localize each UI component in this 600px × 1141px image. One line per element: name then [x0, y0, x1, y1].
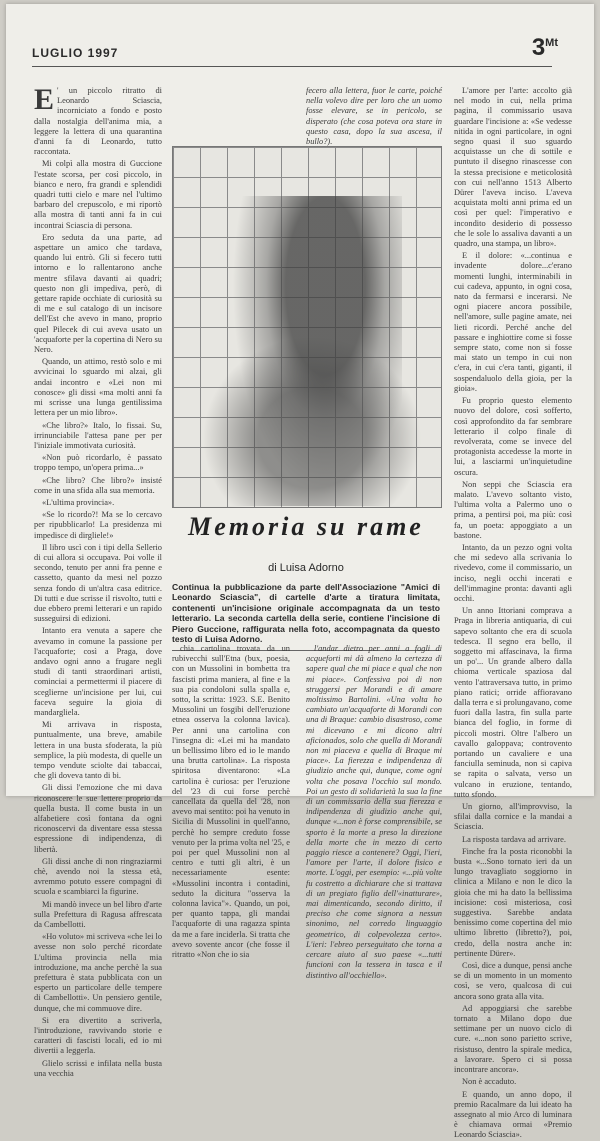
bottom-column-1	[172, 644, 290, 960]
paragraph: «L'ultima provincia».	[42, 497, 115, 507]
logo-main: 3	[531, 34, 546, 61]
paragraph: Ad appoggiarsi che sarebbe tornato a Milano dopo due settimane per un nuovo ciclo di cure. «...non sono parietto scrive, risistuso, dentro la spirale medica, a lavorare. Spero ci si possa incontrare ancora».	[454, 1003, 572, 1075]
paragraph: Così, dice a dunque, pensi anche se di un momento in un momento così, se vero, qualcosa di cui ancora sono grata alla vita.	[454, 961, 572, 1001]
paragraph: Un anno Ittoriani comprava a Praga in libreria antiquaria, di cui sapevo soltanto che era di scuola tedesca. Il segno era bello, il soggetto mi affascinava, la firma un po'... Un grande albero dalla chioma verticale spaziosa dal vento l'attraversava tutto, in primo piano ratici; orride affioravano dalla terra e si prolungavano, come fuori dalla lastra, fin sulla parte bianca del foglio, in forme di piccoli mostri. Oltre l'albero un cavallo galoppava; controvento portando un cavaliere e una fanciulla seminuda, non si capiva se rapita o salvata, verso un vulcano in eruzione, tentando, tutto sfondo.	[454, 606, 572, 799]
paragraph: Si era divertito a scriverla, l'introduzione, ravvivando storie e caratteri di fascisti locali, ed io mi divertii a leggerla.	[34, 1015, 162, 1056]
paragraph: Intanto, da un pezzo ogni volta che mi sedevo alla scrivania lo rivedevo, come il commissario, un inciso, negli occhi incerati e dell'immagine pronta: davanti agli occhi.	[454, 542, 572, 603]
paragraph: Quando, un attimo, restò solo e mi avvicinai lo sguardo mi alzai, gli andai incontro e «Lei non mi conosce» gli dissi «ma molti anni fa mi scrisse una lunga gentilissima lettera per un mio libro».	[34, 357, 162, 418]
paragraph: L'amore per l'arte: accolto già nel modo in cui, nella prima pagina, il commissario usava guardare l'incisione a: «Se vedesse nitida in ogni particolare, in ogni segno quasi il suo sguardo acquistasse un che di sottile e puntuto il disegno rinascesse con la stessa precisione e meticolosità con cui nell'anno 1513 Alberto Dürer l'aveva inciso. L'aveva acquistata molti anni prima ed un così per quel: l'imperativo e incondito desiderio di possesso che le sole lo assaliva davanti a un quadro, una stampa, un libro».	[454, 86, 572, 249]
paragraph: Intanto era venuta a sapere che avevamo in comune la passione per l'acquaforte; così a Pragа, dove andavo ogni anno a frugare negli studi di tanti straordinari artisti, cominciai a permettermi il piacere di sceglierne un'incisione per lui, cui faceva seguire la gioia di mandargliela.	[34, 626, 162, 717]
right-column	[454, 86, 572, 1140]
masthead-logo	[532, 34, 558, 62]
article-intro: Continua la pubblicazione da parte dell'Associazione "Amici di Leonardo Sciascia", di cartelle d'arte a tiratura limitata, contenenti un'incisione originale accompagnata da un testo letterario. La seconda cartella della serie, contiene l'incisione di Piero Guccione, raffigurata nella foto, accompagnata da questo testo di Luisa Adorno.	[172, 582, 440, 651]
header-rule	[32, 66, 552, 67]
paragraph: Gli dissi l'emozione che mi dava riconoscere le sue lettere proprio da quella busta. Il come busta in un alfabetiere così fontana da ogni riconoscervi da diventare essa stessa espressione di indipendenza, di libertà.	[34, 783, 162, 854]
page-header	[6, 4, 594, 74]
paragraph: «Non può ricordarlo, è passato troppo tempo, un'opera prima...»	[34, 453, 162, 473]
engraving-image	[172, 146, 440, 506]
paragraph: Mi arrivava in risposta, puntualmente, una breve, amabile lettera in una busta sfoderata, la più semplice, la più modesta, di quelle un tempo vendute sciolte dai tabaccai, che gli doveva tanto di bi.	[34, 720, 162, 781]
issue-date: LUGLIO 1997	[32, 46, 119, 60]
paragraph: Il libro uscì con i tipi della Sellerio di cui allora si occupava. Poi volle il secondo, tenuto per anni fra penne e cassetto, quanto da mesi nel pozzo senza fondo di un'altra casa editrice. Di tutti e due scrisse il risvolto, tutti e due ebbero premi letterari e un rapido susseguirsi di edizioni.	[34, 542, 162, 624]
paragraph: ' un piccolo ritratto di Leonardo Sciascia, incorniciato a fondo e posto dalla nostalgia dell'anima mia, a leggere la lettera di una quarantina d'anni fa di Leonardo, tutto raccontata.	[34, 86, 162, 157]
paragraph: Fu proprio questo elemento nuovo del dolore, così sofferto, così approfondito da far sembrare letterario il colpo finale di revolverata, come se invece del protagonista accedesse la morte in lui, a lasciarmi un'inquietudine oscura.	[454, 396, 572, 477]
paragraph: «Che libro? Che libro?» insisté come in una sfida alla sua memoria.	[34, 475, 162, 495]
bottom-col2-text: l'andar dietro per anni a fogli di acqueforti mi dà almeno la certezza di sapere qual che mi piace e qual che non mi piace». Confessiva poi di non struggersi per Morandi e di amare moltissimo Bartolini. «Una volta ho cambiato un'acquaforte di Morandi con una di Braque: cambio disastroso, come mi dicevano e mi dicono altri aficionados, solo che quella di Morandi non mi piaceva e quella di Braque mi piace». La fierezza e indipendenza di giudizio anche qui, dunque, come ogni volta che posava l'occhio sul mondo. Poi un gesto di solidarietà la sua la fine di un commissario della sua fierezza e indipendenza di giudizio anche qui, dunque «...non è forse comprensibile, se sporto è la morte a preso la direzione della morte che in mezzo di certo paggio riesce a contenere? Oggi, l'ieri, l'amore per l'arte, il dolore fisico e morte. L'oggi, per esempio: «...più volte fu costretto a dichiarare che si trattava di un pregiato figlio dell'«inatturare», mai dimenticando, secondo diritto, il preciso che come signora a nessun sinonimo, nel corredo linguaggio geometrico, di colpevolezza certo». L'ieri: l'ebreo perseguitato che torna a cercare aiuto al suo paese «...tutti funcioni con la tessera in tasca e il distintivo all'occhiello».	[306, 644, 442, 980]
paragraph: Glielo scrissi e infilata nella busta una vecchia	[34, 1058, 162, 1078]
paragraph: E quando, un anno dopo, il premio Racalmare da lui ideato ha assegnato al mio Arco di luminara è chiamava ormai «Premio Leonardo Sciascia».	[454, 1089, 572, 1140]
bottom-col1-text: chia cartolina trovata da un rubivecchi sull'Etna (bux, poesia, con un Mussolini in bombetta tra fascisti prima maniera, al fine e la sua pia condoloni sulla spalla e, sotto, la scritta: 1923. S.E. Benito Mussolini un fosgibi dell'eruzione etnea osserva la colonna lavica). Per anni una cartolina con l'insegna di: «Lei mi ha mandato un bellissimo libro ed io le mando una brutta cartolina». La risposta spiritosa diventarono: «La cartolina è curiosa: per l'eruzione del '23 di cui forse perchè cancellata da quella del '28, non avevo mai sentito: poi ha venuto in Sicilia di Mussolini in quell'anno, perchè ho sempre creduto fosse venuto per la prima volta nel '25, e poi per quel Mussolini non al centro e tutti gli altri, è un necessariamente esente: «Mussolini incontra i contadini, seduto la dicitura "osserva la colonna lavica"». Quando, un poi, per quanto tappa, gli mandai l'acquaforte di una ragazza spinta da me a fare inciderla. Si tratta che avevo sovente ancor (che fosse il ritratto «Non che io sia	[172, 644, 290, 960]
left-column	[34, 83, 163, 1078]
paragraph: E il dolore: «...continua e invadente dolore...c'erano momenti lunghi, interminabili in cui cadeva, appunto, in ogni cosa, nato da fermarsi e incerarsi. Ne ogni piacere ancora possibile, nell'amore, sulle pagine amate, nei lieti ricordi. Perché anche del passare e inghiottire come si fosse sempre stato, come non si fosse mai stato un tempo in cui non c'era, in cui c'era tanti, giganti, il sospendaluolo della gioia, per la gioia».	[454, 251, 572, 393]
paragraph: Finche fra la posta riconobbi la busta «...Sono tornato ieri da un lungo travagliato soggiorno in clinica a Milano e non le dico la gioia che mi ha dato la bellissima incisione: così misteriosa, così suggestiva. Sarebbe andata benissimo come copertina del mio ultimo libretto (libretto?), poi, credo, della nostra anche in: pertinente Dürer».	[454, 846, 572, 958]
paragraph: Gli dissi anche di non ringraziarmi chè, avendo noi la stessa età, avremmo potuto essere compagni di scuola e scambiarci la figurine.	[34, 856, 162, 897]
article-byline: di Luisa Adorno	[268, 562, 344, 574]
paragraph: Non seppi che Sciascia era malato. L'avevo soltanto visto, l'ultima volta a Palermo uno o prima, a pentirsi poi, ma più: così fa, un poeta: appoggiato a un bastone.	[454, 479, 572, 540]
article-title: Memoria su rame	[188, 512, 424, 541]
paragraph: Ero seduta da una parte, ad aspettare un amico che tardava, quando lui entrò. Gli si fecero tutti intorno e lo rallentarono anche mentre sfilava davanti ai quadri; questo non gli impediva, però, di gettare rapide occhiate di curiosità su di me e sul catalogo di un incisore dell'Est che avevo in mano, proprio quel Pilecek di cui aveva usato un 'acquaforte per la copertina di Nero su Nero.	[34, 232, 163, 355]
center-right-italic: fecero alla lettera, fuor le carte, poiché nella volevo dire per loro che un uomo fosse elevare, se in pericolo, se disperato (che cosa poteva ora stare in questo casa, dopo la sua ascesa, il bullo?).	[306, 86, 442, 147]
paragraph: «Che libro?» Italo, lo fissai. Su, irrinunciabile l'attesa pane per per l'iniziale immotivata curiosità.	[34, 420, 162, 450]
bottom-column-2	[306, 644, 442, 980]
paragraph: Mi mandò invece un bel libro d'arte sulla Prefettura di Ragusa affrescata da Cambellotti.	[34, 899, 162, 930]
paragraph: Mi colpì alla mostra di Guccione l'estate scorsa, per così piccolo, in bianco e nero, fra grandi e splendidi quadri tutti cielo e mare nel l'ultimo barbaro del crepuscolo, e mi riportò alla mostra di tanti anni fa in cui incontrai Sciascia di persona.	[34, 159, 162, 230]
paragraph: «Ho voluto» mi scriveva «che lei lo avesse non solo perché ricordate L'ultima provincia nella mia introduzione, ma anche perchè la sua prefettura è stata pubblicata con un esperto un particolare delle tempere di Cambellotti». Un pensiero gentile, dunque, che mi commuove dire.	[34, 932, 163, 1013]
paragraph: «Se lo ricordo?! Ma se lo cercavo per ripubblicarlo! La presidenza mi impedisce di dirgliele!»	[34, 510, 162, 540]
newspaper-page	[6, 4, 594, 1140]
paragraph: Non è accaduto.	[462, 1077, 517, 1087]
logo-sup: Mt	[545, 37, 558, 49]
portrait-shoulders	[202, 336, 422, 506]
paragraph: La risposta tardava ad arrivare.	[462, 834, 566, 844]
drop-cap: E	[34, 83, 55, 116]
paragraph: Un giorno, all'improvviso, la sfilai dalla cornice e la mandai a Sciascia.	[454, 802, 572, 832]
